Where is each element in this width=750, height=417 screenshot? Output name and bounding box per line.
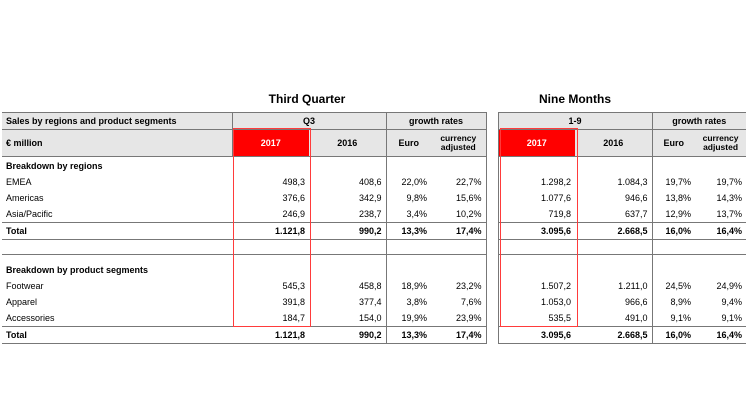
table-cell: 1.053,0 <box>541 297 572 307</box>
table-cell: 18,9% <box>386 278 431 294</box>
table-cell: 9,1% <box>652 310 695 327</box>
table-cell: 238,7 <box>358 209 382 219</box>
col-euro-nm: Euro <box>652 130 695 157</box>
table-cell: 14,3% <box>716 193 743 203</box>
total-row <box>2 327 746 344</box>
table-cell: 491,0 <box>625 313 648 323</box>
col-2017-nm: 2017 <box>498 130 575 157</box>
col-2016-nm: 2016 <box>575 130 652 157</box>
table-cell: 3,4% <box>386 206 431 223</box>
table-cell: 545,3 <box>282 281 305 291</box>
segments-section-title: Breakdown by product segments <box>6 264 149 275</box>
table-cell: 16,0% <box>652 327 695 344</box>
table-label: Sales by regions and product segments <box>2 113 232 130</box>
col-2017-q3: 2017 <box>232 130 309 157</box>
table-cell: 990,2 <box>309 223 386 240</box>
table-cell: 23,9% <box>456 313 482 323</box>
table-row <box>2 310 746 327</box>
regions-section-title: Breakdown by regions <box>6 160 103 171</box>
table-row <box>2 190 746 206</box>
table-cell: 1.077,6 <box>541 193 572 203</box>
table-cell: 1.211,0 <box>618 281 648 291</box>
third-quarter-title: Third Quarter <box>268 92 346 106</box>
table-cell: 15,6% <box>456 193 482 203</box>
table-cell: 19,9% <box>386 310 431 327</box>
table-cell: 2.668,5 <box>575 327 652 344</box>
nine-months-header: 1-9 <box>498 113 652 130</box>
row-label: Americas <box>6 193 44 203</box>
separator <box>486 130 498 157</box>
separator <box>486 278 498 294</box>
table-cell: 17,4% <box>431 327 486 344</box>
table-cell: 13,3% <box>386 327 431 344</box>
table-cell: 184,7 <box>282 313 305 323</box>
table-cell: 1.121,8 <box>232 223 309 240</box>
row-label: Total <box>2 327 232 344</box>
table-cell: 719,8 <box>548 209 572 219</box>
table-cell: 16,4% <box>695 327 746 344</box>
table-cell: 2.668,5 <box>575 223 652 240</box>
section-row <box>2 261 746 278</box>
table-cell: 22,0% <box>386 174 431 190</box>
table-cell: 13,8% <box>652 190 695 206</box>
table-cell: 16,4% <box>695 223 746 240</box>
separator <box>486 174 498 190</box>
table-cell: 9,8% <box>386 190 431 206</box>
table-cell: 1.121,8 <box>232 327 309 344</box>
separator <box>486 310 498 327</box>
table-cell: 8,9% <box>652 294 695 310</box>
row-label: Total <box>2 223 232 240</box>
col-currency-adjusted-nm: currency adjusted <box>695 130 746 157</box>
table-cell: 391,8 <box>282 297 305 307</box>
table-cell: 24,5% <box>652 278 695 294</box>
table-cell: 10,2% <box>456 209 482 219</box>
q3-header: Q3 <box>232 113 386 130</box>
table-cell: 13,3% <box>386 223 431 240</box>
table-cell: 17,4% <box>431 223 486 240</box>
col-euro-q3: Euro <box>386 130 431 157</box>
table-cell: 9,4% <box>721 297 743 307</box>
nine-months-title: Nine Months <box>539 92 611 106</box>
table-cell: 246,9 <box>282 209 305 219</box>
separator <box>486 113 498 130</box>
table-cell: 13,7% <box>716 209 743 219</box>
sales-table <box>2 112 746 344</box>
total-row <box>2 223 746 240</box>
separator <box>486 294 498 310</box>
table-cell: 535,5 <box>548 313 572 323</box>
header-row-2 <box>2 130 746 157</box>
row-label: EMEA <box>6 177 32 187</box>
table-cell: 946,6 <box>625 193 648 203</box>
table-cell: 7,6% <box>461 297 482 307</box>
table-cell: 22,7% <box>456 177 482 187</box>
table-cell: 342,9 <box>358 193 382 203</box>
table-cell: 16,0% <box>652 223 695 240</box>
table-cell: 1.084,3 <box>617 177 648 187</box>
table-cell: 377,4 <box>358 297 382 307</box>
unit-label: € million <box>2 130 232 157</box>
table-cell: 966,6 <box>625 297 648 307</box>
table-row <box>2 174 746 190</box>
table-cell: 154,0 <box>358 313 382 323</box>
growth-rates-header-nm: growth rates <box>652 113 746 130</box>
table-cell: 637,7 <box>625 209 648 219</box>
row-label: Accessories <box>6 313 55 323</box>
separator <box>486 327 498 344</box>
table-cell: 19,7% <box>716 177 743 187</box>
table-cell: 24,9% <box>716 281 743 291</box>
table-cell: 12,9% <box>652 206 695 223</box>
table-cell: 1.298,2 <box>541 177 572 187</box>
table-cell: 3.095,6 <box>498 327 575 344</box>
table-cell: 458,8 <box>358 281 382 291</box>
table-cell: 3.095,6 <box>498 223 575 240</box>
table-cell: 990,2 <box>309 327 386 344</box>
table-cell: 19,7% <box>652 174 695 190</box>
table-row <box>2 294 746 310</box>
row-label: Apparel <box>6 297 38 307</box>
row-label: Footwear <box>6 281 44 291</box>
table-cell: 408,6 <box>358 177 382 187</box>
table-cell: 376,6 <box>282 193 305 203</box>
table-cell: 1.507,2 <box>541 281 572 291</box>
separator <box>486 206 498 223</box>
growth-rates-header-q3: growth rates <box>386 113 486 130</box>
row-label: Asia/Pacific <box>6 209 53 219</box>
header-row-1 <box>2 113 746 130</box>
table-row <box>2 278 746 294</box>
separator <box>486 223 498 240</box>
table-cell: 23,2% <box>456 281 482 291</box>
separator <box>486 190 498 206</box>
table-cell: 3,8% <box>386 294 431 310</box>
table-row <box>2 206 746 223</box>
table-cell: 9,1% <box>721 313 743 323</box>
col-currency-adjusted-q3: currency adjusted <box>431 130 486 157</box>
table-cell: 498,3 <box>282 177 305 187</box>
col-2016-q3: 2016 <box>309 130 386 157</box>
section-row <box>2 157 746 175</box>
